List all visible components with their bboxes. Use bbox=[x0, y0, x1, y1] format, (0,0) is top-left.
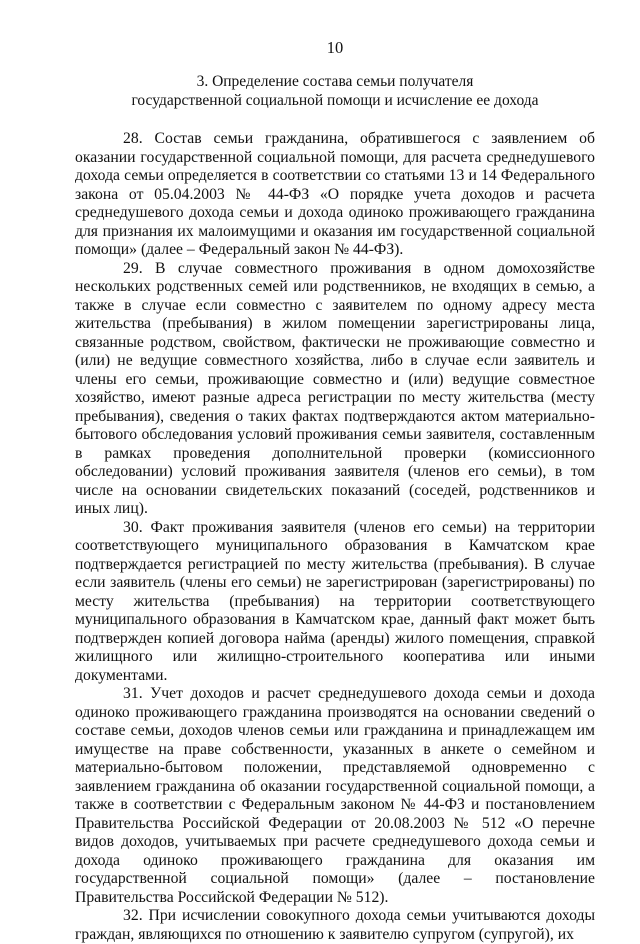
document-body bbox=[75, 130, 595, 944]
section-title-line-1: 3. Определение состава семьи получателя bbox=[196, 73, 474, 90]
section-title-line-2: государственной социальной помощи и исчисление ее дохода bbox=[131, 92, 539, 109]
document-page bbox=[75, 38, 595, 944]
section-title bbox=[75, 72, 595, 110]
paragraph-30: 30. Факт проживания заявителя (членов его семьи) на территории соответствующего муниципального образования в Камчатском крае подтверждается регистрацией по месту жительства (пребывания). В случае если заявитель (члены его семьи) не зарегистрирован (зарегистрированы) по месту жительства (пребывания) на территории соответствующего муниципального образования в Камчатском крае, данный факт может быть подтвержден копией договора найма (аренды) жилого помещения, справкой жилищного или жилищно-строительного кооператива или иными документами. bbox=[75, 518, 595, 684]
paragraph-29: 29. В случае совместного проживания в одном домохозяйстве нескольких родственных семей или родственников, не входящих в семью, а также в случае если совместно с заявителем по одному адресу места жительства (пребывания) в жилом помещении зарегистрированы лица, связанные родством, свойством, фактически не проживающие совместно и (или) не ведущие совместного хозяйства, либо в случае если заявитель и члены его семьи, проживающие совместно и (или) ведущие совместное хозяйство, имеют разные адреса регистрации по месту жительства (месту пребывания), сведения о таких фактах подтверждаются актом материально-бытового обследования условий проживания семьи заявителя, составленным в рамках проведения дополнительной проверки (комиссионного обследовании) условий проживания заявителя (членов его семьи), в том числе на основании свидетельских показаний (соседей, родственников и иных лиц). bbox=[75, 259, 595, 517]
paragraph-32: 32. При исчислении совокупного дохода семьи учитываются доходы граждан, являющихся по отношению к заявителю супругом (супругой), их bbox=[75, 907, 595, 943]
page-number: 10 bbox=[326, 38, 344, 57]
paragraph-31: 31. Учет доходов и расчет среднедушевого дохода семьи и дохода одиноко проживающего гражданина производятся на основании сведений о составе семьи, доходов членов семьи или гражданина и принадлежащем им имуществе на праве собственности, указанных в анкете о семейном и материально-бытовом положении, представляемой одновременно с заявлением гражданина об оказании государственной социальной помощи, а также в соответствии с Федеральным законом № 44-ФЗ и постановлением Правительства Российской Федерации от 20.08.2003 № 512 «О перечне видов доходов, учитываемых при расчете среднедушевого дохода семьи и дохода одиноко проживающего гражданина для оказания им государственной социальной помощи» (далее – постановление Правительства Российской Федерации № 512). bbox=[75, 685, 595, 906]
paragraph-28: 28. Состав семьи гражданина, обратившегося с заявлением об оказании государственной социальной помощи, для расчета среднедушевого дохода семьи определяется в соответствии со статьями 13 и 14 Федерального закона от 05.04.2003 № 44-ФЗ «О порядке учета доходов и расчета среднедушевого дохода семьи и дохода одиноко проживающего гражданина для признания их малоимущими и оказания им государственной социальной помощи» (далее – Федеральный закон № 44-ФЗ). bbox=[75, 130, 595, 258]
